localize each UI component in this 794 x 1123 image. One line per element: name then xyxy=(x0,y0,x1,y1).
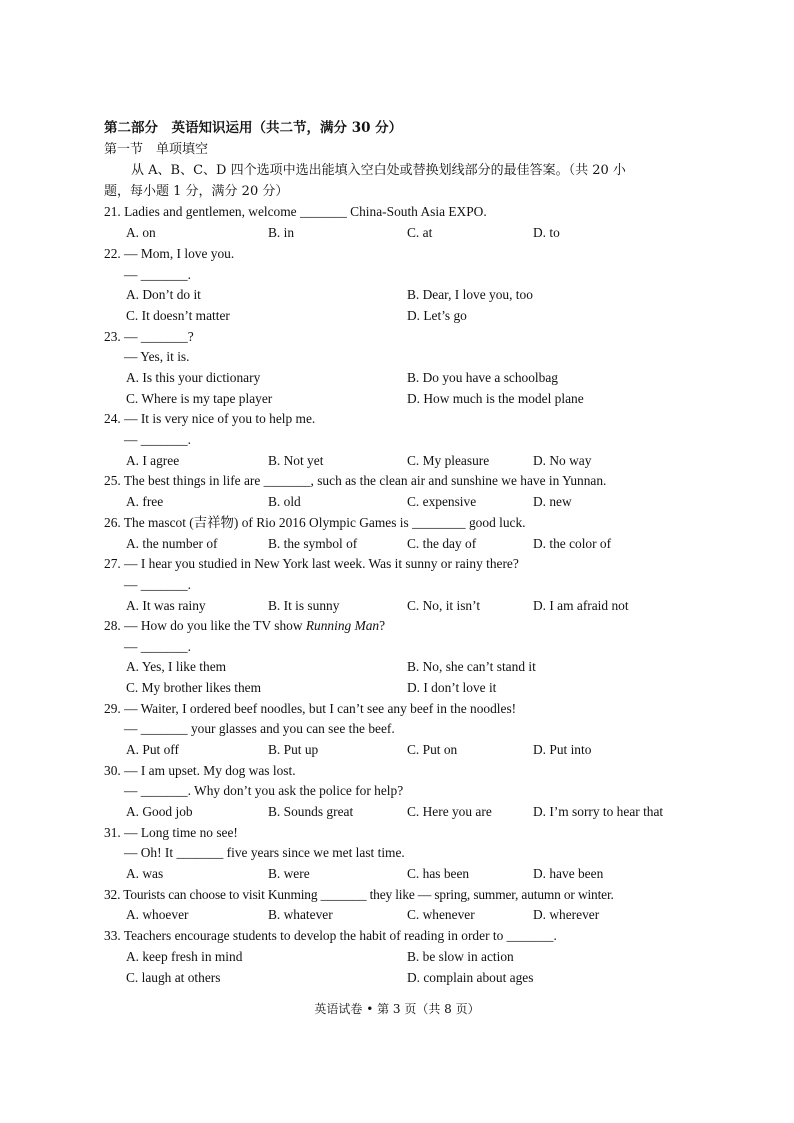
question-31-reply: — Oh! It _______ five years since we met last time. xyxy=(124,845,405,860)
question-21-option-c: C. at xyxy=(407,225,433,240)
question-21-option-d: D. to xyxy=(533,225,560,240)
question-28-option-a: A. Yes, I like them xyxy=(126,659,227,674)
question-27-option-d: D. I am afraid not xyxy=(533,598,629,613)
question-33-option-d: D. complain about ages xyxy=(407,970,534,985)
question-31-option-b: B. were xyxy=(268,866,310,881)
question-31-option-a: A. was xyxy=(126,866,164,881)
question-30-stem: 30. — I am upset. My dog was lost. xyxy=(104,763,296,778)
question-29-stem: 29. — Waiter, I ordered beef noodles, but I can’t see any beef in the noodles! xyxy=(104,701,517,716)
question-31-option-d: D. have been xyxy=(533,866,604,881)
question-32-option-c: C. whenever xyxy=(407,907,475,922)
question-22-option-b: B. Dear, I love you, too xyxy=(407,287,533,302)
question-30-option-c: C. Here you are xyxy=(407,804,492,819)
question-24-option-a: A. I agree xyxy=(126,453,180,468)
question-27-option-c: C. No, it isn’t xyxy=(407,598,481,613)
question-32-stem: 32. Tourists can choose to visit Kunming _______ they like — spring, summer, autumn or winter. xyxy=(104,887,614,902)
question-33-option-b: B. be slow in action xyxy=(407,949,514,964)
question-24-reply: — _______. xyxy=(124,432,191,447)
question-25-option-a: A. free xyxy=(126,494,164,509)
question-26-option-c: C. the day of xyxy=(407,536,477,551)
question-31-stem: 31. — Long time no see! xyxy=(104,825,238,840)
question-24-option-b: B. Not yet xyxy=(268,453,324,468)
question-21-stem: 21. Ladies and gentlemen, welcome _______ China-South Asia EXPO. xyxy=(104,204,487,219)
question-22-option-a: A. Don’t do it xyxy=(126,287,201,302)
question-23-stem: 23. — _______? xyxy=(104,329,194,344)
question-29-option-c: C. Put on xyxy=(407,742,458,757)
question-27-stem: 27. — I hear you studied in New York last week. Was it sunny or rainy there? xyxy=(104,556,519,571)
question-28-stem-text: 28. — How do you like the TV show xyxy=(104,618,306,633)
question-29-reply: — _______ your glasses and you can see the beef. xyxy=(124,721,395,736)
question-30-option-a: A. Good job xyxy=(126,804,193,819)
question-22-stem: 22. — Mom, I love you. xyxy=(104,246,235,261)
part-title: 第二部分 英语知识运用（共二节，满分 30 分） xyxy=(104,120,403,136)
page-footer: 英语试卷 • 第 3 页（共 8 页） xyxy=(314,1002,480,1016)
question-26-option-d: D. the color of xyxy=(533,536,612,551)
question-25-option-d: D. new xyxy=(533,494,572,509)
question-29-option-a: A. Put off xyxy=(126,742,179,757)
instructions-line-2: 题，每小题 1 分，满分 20 分） xyxy=(104,184,289,199)
question-32-option-d: D. wherever xyxy=(533,907,600,922)
question-22-option-d: D. Let’s go xyxy=(407,308,467,323)
question-33-stem: 33. Teachers encourage students to develop the habit of reading in order to _______. xyxy=(104,928,557,943)
question-28-option-d: D. I don’t love it xyxy=(407,680,497,695)
question-27-reply: — _______. xyxy=(124,577,191,592)
question-21-option-a: A. on xyxy=(126,225,156,240)
question-27-option-b: B. It is sunny xyxy=(268,598,340,613)
question-33-option-a: A. keep fresh in mind xyxy=(126,949,243,964)
question-27-option-a: A. It was rainy xyxy=(126,598,206,613)
question-21-option-b: B. in xyxy=(268,225,295,240)
question-23-option-b: B. Do you have a schoolbag xyxy=(407,370,558,385)
question-29-option-d: D. Put into xyxy=(533,742,592,757)
question-28-stem xyxy=(104,619,385,632)
question-23-reply: — Yes, it is. xyxy=(124,349,190,364)
question-30-reply: — _______. Why don’t you ask the police for help? xyxy=(124,783,404,798)
question-32-option-a: A. whoever xyxy=(126,907,189,922)
question-25-stem: 25. The best things in life are _______, such as the clean air and sunshine we have in Yunnan. xyxy=(104,473,607,488)
question-25-option-b: B. old xyxy=(268,494,301,509)
question-28-option-b: B. No, she can’t stand it xyxy=(407,659,536,674)
question-24-option-d: D. No way xyxy=(533,453,592,468)
question-23-option-c: C. Where is my tape player xyxy=(126,391,273,406)
question-32-option-b: B. whatever xyxy=(268,907,333,922)
question-24-option-c: C. My pleasure xyxy=(407,453,490,468)
question-30-option-b: B. Sounds great xyxy=(268,804,354,819)
question-28-stem-end: ? xyxy=(379,618,386,633)
instructions-line-1: 从 A、B、C、D 四个选项中选出能填入空白处或替换划线部分的最佳答案。（共 20 小 xyxy=(131,163,626,178)
question-28-reply: — _______. xyxy=(124,639,191,654)
question-22-option-c: C. It doesn’t matter xyxy=(126,308,230,323)
question-26-stem: 26. The mascot (吉祥物) of Rio 2016 Olympic Games is ________ good luck. xyxy=(104,515,526,530)
question-33-option-c: C. laugh at others xyxy=(126,970,221,985)
question-24-stem: 24. — It is very nice of you to help me. xyxy=(104,411,316,426)
section-title: 第一节 单项填空 xyxy=(104,142,209,157)
question-26-option-a: A. the number of xyxy=(126,536,218,551)
question-23-option-d: D. How much is the model plane xyxy=(407,391,584,406)
question-22-reply: — _______. xyxy=(124,267,191,282)
question-31-option-c: C. has been xyxy=(407,866,470,881)
question-28-option-c: C. My brother likes them xyxy=(126,680,262,695)
question-26-option-b: B. the symbol of xyxy=(268,536,358,551)
question-25-option-c: C. expensive xyxy=(407,494,477,509)
question-23-option-a: A. Is this your dictionary xyxy=(126,370,261,385)
question-30-option-d: D. I’m sorry to hear that xyxy=(533,804,664,819)
question-29-option-b: B. Put up xyxy=(268,742,319,757)
question-28-show-title: Running Man xyxy=(305,618,380,633)
